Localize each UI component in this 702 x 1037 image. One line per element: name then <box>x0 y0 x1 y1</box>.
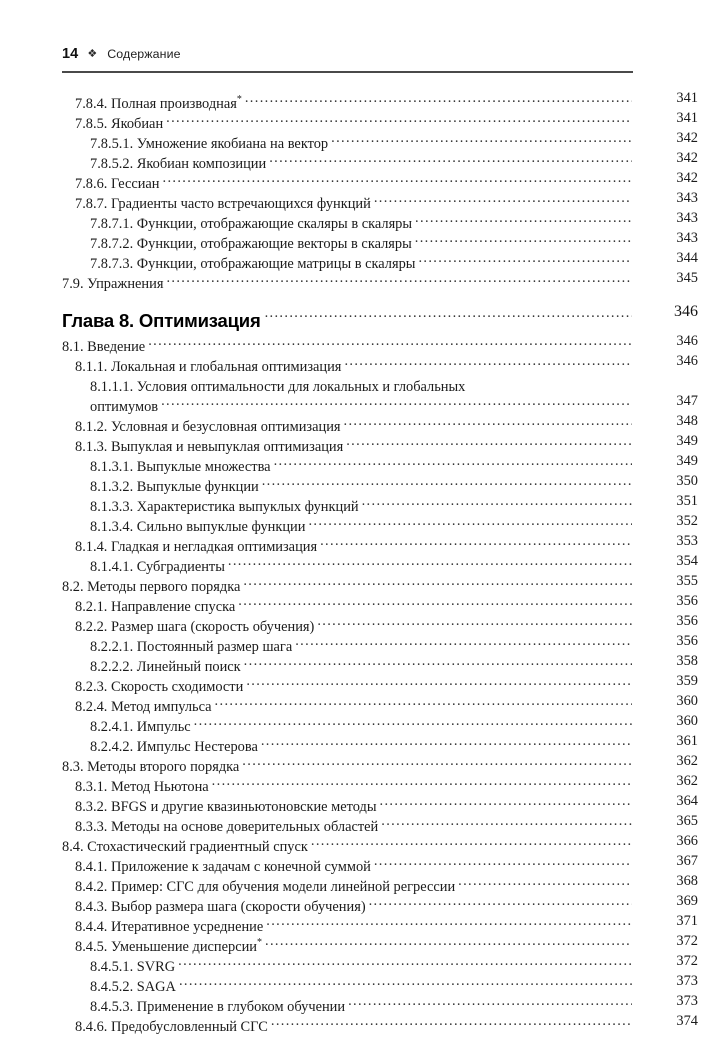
toc-entry-label: 8.1.1.1. Условия оптимальности для локальных и глобальных <box>90 379 466 395</box>
dot-leader <box>215 691 632 711</box>
toc-entry-label: 8.2. Методы первого порядка <box>62 579 241 595</box>
toc-page-number: 365 <box>676 813 698 829</box>
toc-entry-row[interactable] <box>0 951 702 975</box>
toc-entry-label: оптимумов <box>90 399 159 415</box>
dot-leader <box>374 851 632 871</box>
toc-entry-row[interactable] <box>0 431 702 455</box>
running-head <box>62 46 632 68</box>
toc-entry-label: 8.4.3. Выбор размера шага (скорости обучения) <box>75 899 366 915</box>
toc-page-number: 349 <box>676 453 698 469</box>
toc-entry-label: 8.4.5.3. Применение в глубоком обучении <box>90 999 346 1015</box>
dot-leader <box>320 531 632 551</box>
toc-entry-label: 8.1.3. Выпуклая и невыпуклая оптимизация <box>75 439 344 455</box>
dot-leader <box>468 371 632 391</box>
dot-leader <box>346 431 632 451</box>
toc-entry-label: 7.8.7.3. Функции, отображающие матрицы в скаляры <box>90 256 416 272</box>
toc-entry-label: 7.8.7.1. Функции, отображающие скаляры в скаляры <box>90 216 413 232</box>
diamond-ornament-icon: ❖ <box>87 48 98 60</box>
toc-entry-row[interactable] <box>0 1011 702 1035</box>
toc-entry-label: 8.1.3.4. Сильно выпуклые функции <box>90 519 306 535</box>
toc-entry-row[interactable] <box>0 331 702 355</box>
toc-page-number: 373 <box>676 993 698 1009</box>
toc-entry-label: 8.4. Стохастический градиентный спуск <box>62 839 308 855</box>
toc-entry-row[interactable] <box>0 411 702 435</box>
toc-page-number: 360 <box>676 693 698 709</box>
toc-page-number: 350 <box>676 473 698 489</box>
toc-entry-row[interactable] <box>0 371 702 395</box>
dot-leader <box>166 268 632 288</box>
toc-page-number: 372 <box>676 953 698 969</box>
toc-page-number: 372 <box>676 933 698 949</box>
dot-leader <box>178 951 632 971</box>
toc-page-number: 367 <box>676 853 698 869</box>
dot-leader <box>271 1011 632 1031</box>
toc-entry-row[interactable] <box>0 631 702 655</box>
toc-entry-label: 8.3.1. Метод Ньютона <box>75 779 209 795</box>
page-folio-number: 14 <box>62 46 79 62</box>
toc-entry-label: 8.2.2.2. Линейный поиск <box>90 659 241 675</box>
toc-page-number: 349 <box>676 433 698 449</box>
toc-entry-row[interactable] <box>0 228 702 252</box>
toc-entry-row[interactable] <box>0 611 702 635</box>
toc-entry-label: 8.1.1. Локальная и глобальная оптимизация <box>75 359 342 375</box>
toc-entry-row[interactable] <box>0 691 702 715</box>
toc-entry-label: 8.2.1. Направление спуска <box>75 599 236 615</box>
dot-leader <box>458 871 632 891</box>
toc-entry-label: 8.4.6. Предобусловленный СГС <box>75 1019 268 1035</box>
toc-entry-row[interactable] <box>0 731 702 755</box>
dot-leader <box>179 971 632 991</box>
toc-entry-label: 7.8.7.2. Функции, отображающие векторы в скаляры <box>90 236 412 252</box>
toc-entry-row[interactable] <box>0 791 702 815</box>
toc-entry-label: 8.4.5. Уменьшение дисперсии* <box>75 937 262 955</box>
dot-leader <box>374 188 632 208</box>
dot-leader <box>348 991 632 1011</box>
toc-entry-label: 7.8.5.1. Умножение якобиана на вектор <box>90 136 329 152</box>
toc-entry-label: 8.2.4. Метод импульса <box>75 699 212 715</box>
toc-page-number: 347 <box>676 393 698 409</box>
toc-page-number: 373 <box>676 973 698 989</box>
toc-page-number: 353 <box>676 533 698 549</box>
dot-leader <box>311 831 632 851</box>
toc-entry-row[interactable] <box>0 711 702 735</box>
toc-entry-row[interactable] <box>0 931 702 955</box>
toc-page-number: 366 <box>676 833 698 849</box>
toc-page-number: 351 <box>676 493 698 509</box>
dot-leader <box>163 168 632 188</box>
toc-entry-label: 8.4.2. Пример: СГС для обучения модели линейной регрессии <box>75 879 456 895</box>
toc-page-number: 356 <box>676 593 698 609</box>
toc-entry-label: 8.1.2. Условная и безусловная оптимизация <box>75 419 341 435</box>
toc-page-number: 341 <box>676 110 698 126</box>
toc-entry-row[interactable] <box>0 771 702 795</box>
footnote-asterisk-marker: * <box>257 937 262 949</box>
toc-entry-label: 7.8.5. Якобиан <box>75 116 164 132</box>
dot-leader <box>245 88 632 108</box>
toc-entry-label: 7.9. Упражнения <box>62 276 164 292</box>
toc-chapter-row[interactable] <box>0 297 702 331</box>
toc-entry-label: 8.2.2.1. Постоянный размер шага <box>90 639 293 655</box>
toc-page-number: 341 <box>676 90 698 106</box>
toc-entry-row[interactable] <box>0 88 702 112</box>
dot-leader <box>212 771 632 791</box>
toc-entry-row[interactable] <box>0 168 702 192</box>
table-of-contents <box>0 88 702 1035</box>
toc-page-number: 361 <box>676 733 698 749</box>
toc-entry-row[interactable] <box>0 531 702 555</box>
toc-entry-row[interactable] <box>0 591 702 615</box>
toc-page-number: 342 <box>676 130 698 146</box>
toc-page-number: 343 <box>676 230 698 246</box>
toc-entry-row[interactable] <box>0 551 702 575</box>
toc-page-number: 348 <box>676 413 698 429</box>
toc-entry-label: 8.2.4.2. Импульс Нестерова <box>90 739 258 755</box>
toc-entry-label: 8.2.4.1. Импульс <box>90 719 191 735</box>
toc-entry-row[interactable] <box>0 991 702 1015</box>
dot-leader <box>166 108 632 128</box>
dot-leader <box>262 471 632 491</box>
dot-leader <box>317 611 632 631</box>
toc-entry-row[interactable] <box>0 751 702 775</box>
dot-leader <box>380 791 632 811</box>
dot-leader <box>274 451 632 471</box>
dot-leader <box>369 891 632 911</box>
dot-leader <box>238 591 632 611</box>
dot-leader <box>265 297 632 327</box>
toc-entry-label: 7.8.4. Полная производная* <box>75 94 242 112</box>
toc-entry-row[interactable] <box>0 128 702 152</box>
toc-page-number: 352 <box>676 513 698 529</box>
toc-entry-label: 8.1.4.1. Субградиенты <box>90 559 225 575</box>
dot-leader <box>261 731 632 751</box>
toc-entry-label: 8.2.2. Размер шага (скорость обучения) <box>75 619 315 635</box>
toc-entry-label: 7.8.5.2. Якобиан композиции <box>90 156 267 172</box>
dot-leader <box>415 228 632 248</box>
toc-entry-row[interactable] <box>0 851 702 875</box>
dot-leader <box>265 931 632 951</box>
dot-leader <box>308 511 632 531</box>
toc-entry-row[interactable] <box>0 891 702 915</box>
dot-leader <box>228 551 632 571</box>
toc-entry-label: 8.4.5.1. SVRG <box>90 959 176 975</box>
toc-entry-row[interactable] <box>0 491 702 515</box>
toc-entry-label: 7.8.6. Гессиан <box>75 176 160 192</box>
footnote-asterisk-marker: * <box>236 94 242 106</box>
toc-page-number: 358 <box>676 653 698 669</box>
toc-page-number: 356 <box>676 613 698 629</box>
toc-page-number: 342 <box>676 150 698 166</box>
toc-page-number: 345 <box>676 270 698 286</box>
toc-page-number: 368 <box>676 873 698 889</box>
toc-entry-label: 8.4.4. Итеративное усреднение <box>75 919 264 935</box>
toc-page-number: 362 <box>676 773 698 789</box>
dot-leader <box>266 911 632 931</box>
dot-leader <box>295 631 632 651</box>
toc-entry-label: 8.3. Методы второго порядка <box>62 759 240 775</box>
toc-page-number: 354 <box>676 553 698 569</box>
toc-entry-row[interactable] <box>0 911 702 935</box>
toc-entry-label: 8.1. Введение <box>62 339 146 355</box>
toc-page-number: 343 <box>676 190 698 206</box>
toc-entry-label: 8.2.3. Скорость сходимости <box>75 679 244 695</box>
toc-entry-label: 8.3.3. Методы на основе доверительных областей <box>75 819 379 835</box>
toc-entry-row[interactable] <box>0 471 702 495</box>
dot-leader <box>344 411 632 431</box>
toc-entry-row[interactable] <box>0 511 702 535</box>
dot-leader <box>381 811 632 831</box>
toc-page-number: 342 <box>676 170 698 186</box>
toc-page-number: 346 <box>674 303 698 320</box>
toc-entry-label: 8.1.3.1. Выпуклые множества <box>90 459 271 475</box>
toc-entry-row[interactable] <box>0 351 702 375</box>
toc-entry-row[interactable] <box>0 248 702 272</box>
dot-leader <box>243 571 632 591</box>
toc-page-number: 360 <box>676 713 698 729</box>
dot-leader <box>242 751 632 771</box>
toc-entry-row[interactable] <box>0 871 702 895</box>
toc-entry-row[interactable] <box>0 811 702 835</box>
toc-entry-row[interactable] <box>0 188 702 212</box>
toc-page-number: 355 <box>676 573 698 589</box>
toc-entry-label: Глава 8. Оптимизация <box>62 310 261 331</box>
toc-entry-label: 8.3.2. BFGS и другие квазиньютоновские методы <box>75 799 377 815</box>
dot-leader <box>344 351 632 371</box>
toc-entry-row[interactable] <box>0 971 702 995</box>
toc-page-number: 371 <box>676 913 698 929</box>
toc-entry-label: 8.1.3.2. Выпуклые функции <box>90 479 259 495</box>
toc-entry-label: 8.4.1. Приложение к задачам с конечной суммой <box>75 859 371 875</box>
toc-page-number: 346 <box>676 333 698 349</box>
dot-leader <box>418 248 632 268</box>
toc-page-number: 346 <box>676 353 698 369</box>
toc-entry-row[interactable] <box>0 148 702 172</box>
header-divider-rule <box>62 71 633 73</box>
toc-page-number: 356 <box>676 633 698 649</box>
toc-entry-row[interactable] <box>0 571 702 595</box>
dot-leader <box>415 208 632 228</box>
toc-entry-row[interactable] <box>0 268 702 292</box>
dot-leader <box>269 148 632 168</box>
dot-leader <box>362 491 632 511</box>
dot-leader <box>194 711 632 731</box>
toc-page-number: 364 <box>676 793 698 809</box>
toc-page-number: 369 <box>676 893 698 909</box>
toc-entry-label: 7.8.7. Градиенты часто встречающихся функций <box>75 196 371 212</box>
dot-leader <box>331 128 632 148</box>
dot-leader <box>244 651 632 671</box>
toc-page-number: 374 <box>676 1013 698 1029</box>
toc-entry-label: 8.1.4. Гладкая и негладкая оптимизация <box>75 539 318 555</box>
toc-page-number: 362 <box>676 753 698 769</box>
running-head-title: Содержание <box>107 47 181 61</box>
toc-entry-row[interactable] <box>0 671 702 695</box>
toc-entry-row[interactable] <box>0 108 702 132</box>
toc-entry-row[interactable] <box>0 208 702 232</box>
toc-page-number: 343 <box>676 210 698 226</box>
toc-entry-row[interactable] <box>0 651 702 675</box>
toc-page-number: 359 <box>676 673 698 689</box>
toc-entry-row[interactable] <box>0 831 702 855</box>
dot-leader <box>246 671 632 691</box>
toc-entry-label: 8.1.3.3. Характеристика выпуклых функций <box>90 499 359 515</box>
toc-entry-row[interactable] <box>0 391 702 415</box>
toc-entry-row[interactable] <box>0 451 702 475</box>
toc-entry-label: 8.4.5.2. SAGA <box>90 979 176 995</box>
dot-leader <box>161 391 632 411</box>
dot-leader <box>148 331 632 351</box>
toc-page-number: 344 <box>676 250 698 266</box>
